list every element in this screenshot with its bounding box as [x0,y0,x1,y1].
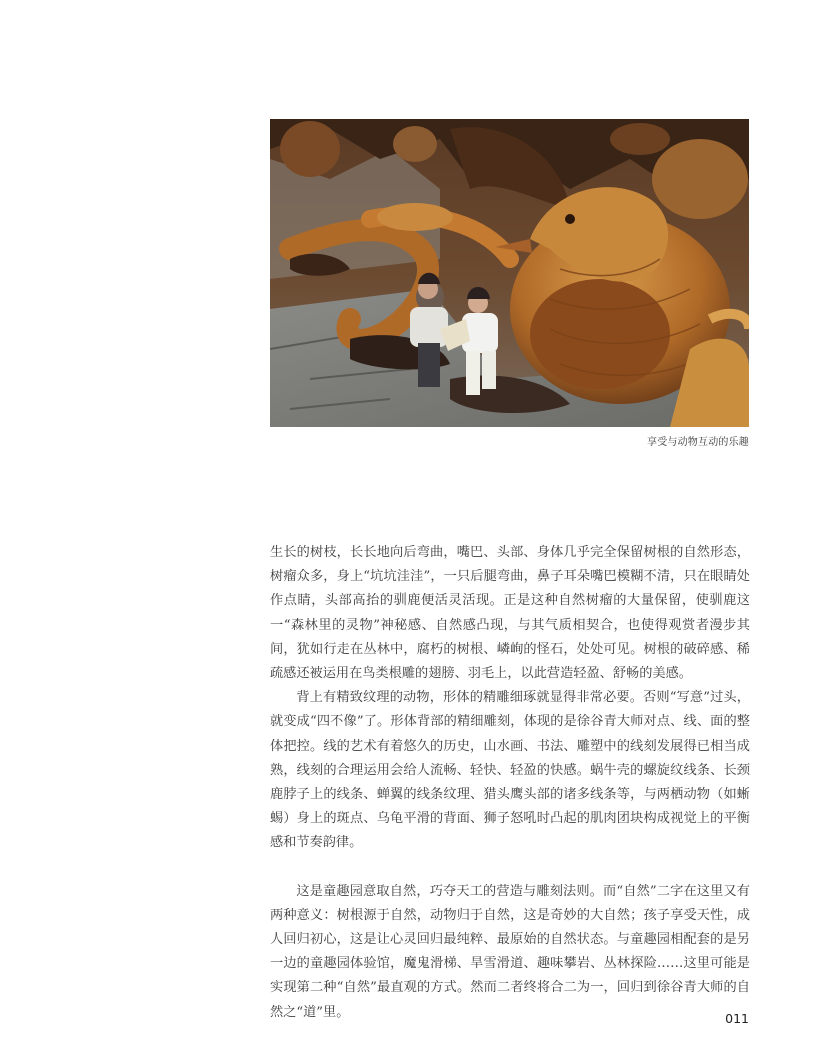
photo-caption: 享受与动物互动的乐趣 [647,437,749,448]
root-carving-photo [270,119,749,427]
article-body [270,541,750,1025]
paragraph-1: 生长的树枝，长长地向后弯曲，嘴巴、头部、身体几乎完全保留树根的自然形态，树瘤众多，身上“坑坑洼洼”，一只后腿弯曲，鼻子耳朵嘴巴模糊不清，只在眼睛处作点睛，头部高抬的驯鹿便活灵活现。正是这种自然树瘤的大量保留，使驯鹿这一“森林里的灵物”神秘感、自然感凸现，与其气质相契合，也使得观赏者漫步其间，犹如行走在丛林中，腐朽的树根、嶙峋的怪石，处处可见。树根的破碎感、稀疏感还被运用在鸟类根雕的翅膀、羽毛上，以此营造轻盈、舒畅的美感。 [270,545,750,682]
paragraph-2: 背上有精致纹理的动物，形体的精雕细琢就显得非常必要。否则“写意”过头，就变成“四不像”了。形体背部的精细雕刻，体现的是徐谷青大师对点、线、面的整体把控。线的艺术有着悠久的历史，山水画、书法、雕塑中的线刻发展得已相当成熟，线刻的合理运用会给人流畅、轻快、轻盈的快感。蜗牛壳的螺旋纹线条、长颈鹿脖子上的线条、蝉翼的线条纹理、猎头鹰头部的诸多线条等，与两栖动物（如蜥蜴）身上的斑点、乌龟平滑的背面、狮子怒吼时凸起的肌肉团块构成视觉上的平衡感和节奏韵律。 [270,690,750,851]
article-photo [270,119,749,427]
page-number: 011 [725,1011,749,1026]
paragraph-3: 这是童趣园意取自然，巧夺天工的营造与雕刻法则。而“自然”二字在这里又有两种意义：树根源于自然，动物归于自然，这是奇妙的大自然；孩子享受天性，成人回归初心，这是让心灵回归最纯粹、最原始的自然状态。与童趣园相配套的是另一边的童趣园体验馆，魔鬼滑梯、旱雪滑道、趣味攀岩、丛林探险……这里可能是实现第二种“自然”最直观的方式。然而二者终将合二为一，回归到徐谷青大师的自然之“道”里。 [270,883,750,1020]
